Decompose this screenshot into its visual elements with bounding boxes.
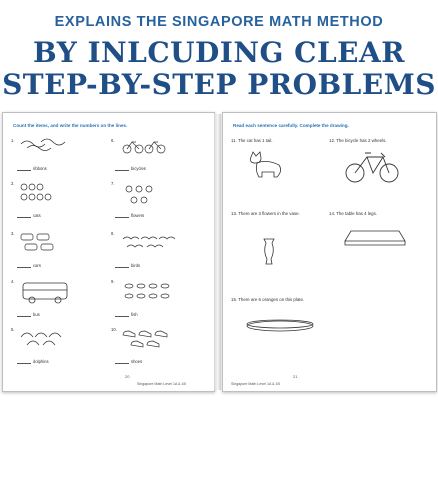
- item-label: cats: [33, 213, 41, 218]
- item-label: fish: [131, 312, 138, 317]
- item-number: 8.: [111, 231, 115, 236]
- answer-blank[interactable]: [17, 166, 47, 171]
- answer-blank[interactable]: [115, 359, 142, 364]
- item-label: ribbons: [33, 166, 47, 171]
- workbook-spread: [0, 112, 438, 392]
- book-spine: [214, 114, 221, 390]
- left-instruction: Count the items, and write the numbers on the lines.: [13, 123, 128, 128]
- answer-blank[interactable]: [17, 213, 41, 218]
- cats-icon: [19, 181, 59, 205]
- answer-blank[interactable]: [17, 359, 49, 364]
- item-label: shoes: [131, 359, 143, 364]
- ribbons-icon: [19, 137, 69, 151]
- answer-blank[interactable]: [115, 213, 144, 218]
- plate-drawing-icon: [245, 317, 315, 333]
- item-label: birds: [131, 263, 141, 268]
- page-footer: Singapore Math Level 1A & 1B: [137, 382, 186, 386]
- item-label: dolphins: [33, 359, 49, 364]
- headline-subtitle: EXPLAINS THE SINGAPORE MATH METHOD: [54, 14, 384, 30]
- sentence-11: 11. The cat has 1 tail.: [231, 138, 273, 143]
- item-label: bicycles: [131, 166, 146, 171]
- flowers-icon: [123, 183, 163, 207]
- dolphins-icon: [19, 327, 75, 349]
- item-number: 4.: [11, 279, 15, 284]
- sentence-12: 12. The bicycle has 2 wheels.: [329, 138, 387, 143]
- sentence-15: 15. There are 6 oranges on this plate.: [231, 297, 305, 302]
- headline-line-2: STEP-BY-STEP PROBLEMS: [2, 68, 436, 101]
- page-number: 20: [125, 374, 130, 379]
- cars-icon: [19, 231, 67, 253]
- vase-drawing-icon: [261, 237, 277, 267]
- answer-blank[interactable]: [17, 312, 40, 317]
- item-label: cars: [33, 263, 41, 268]
- item-number: 1.: [11, 138, 15, 143]
- answer-blank[interactable]: [17, 263, 41, 268]
- item-number: 9.: [111, 279, 115, 284]
- sentence-13: 13. There are 3 flowers in the vase.: [231, 211, 300, 216]
- item-number: 10.: [111, 327, 117, 332]
- page-footer: Singapore Math Level 1A & 1B: [231, 382, 280, 386]
- bicycles-icon: [121, 137, 169, 155]
- answer-blank[interactable]: [115, 312, 138, 317]
- item-number: 3.: [11, 231, 15, 236]
- right-page: [222, 112, 437, 392]
- headline-line-1: BY INLCUDING CLEAR: [33, 36, 405, 69]
- item-number: 2.: [11, 181, 15, 186]
- item-number: 5.: [11, 327, 15, 332]
- table-drawing-icon: [343, 227, 407, 253]
- left-page: [2, 112, 215, 392]
- fish-icon: [123, 281, 171, 303]
- bus-icon: [21, 281, 71, 305]
- page-number: 21: [293, 374, 298, 379]
- item-number: 6.: [111, 138, 115, 143]
- right-instruction: Read each sentence carefully. Complete the drawing.: [233, 123, 349, 128]
- shoes-icon: [121, 329, 173, 351]
- item-label: flowers: [131, 213, 145, 218]
- item-label: bus: [33, 312, 40, 317]
- birds-icon: [121, 233, 181, 253]
- answer-blank[interactable]: [115, 263, 140, 268]
- sentence-14: 14. The table has 4 legs.: [329, 211, 378, 216]
- item-number: 7.: [111, 181, 115, 186]
- bicycle-drawing-icon: [343, 147, 403, 185]
- answer-blank[interactable]: [115, 166, 146, 171]
- cat-drawing-icon: [247, 149, 293, 181]
